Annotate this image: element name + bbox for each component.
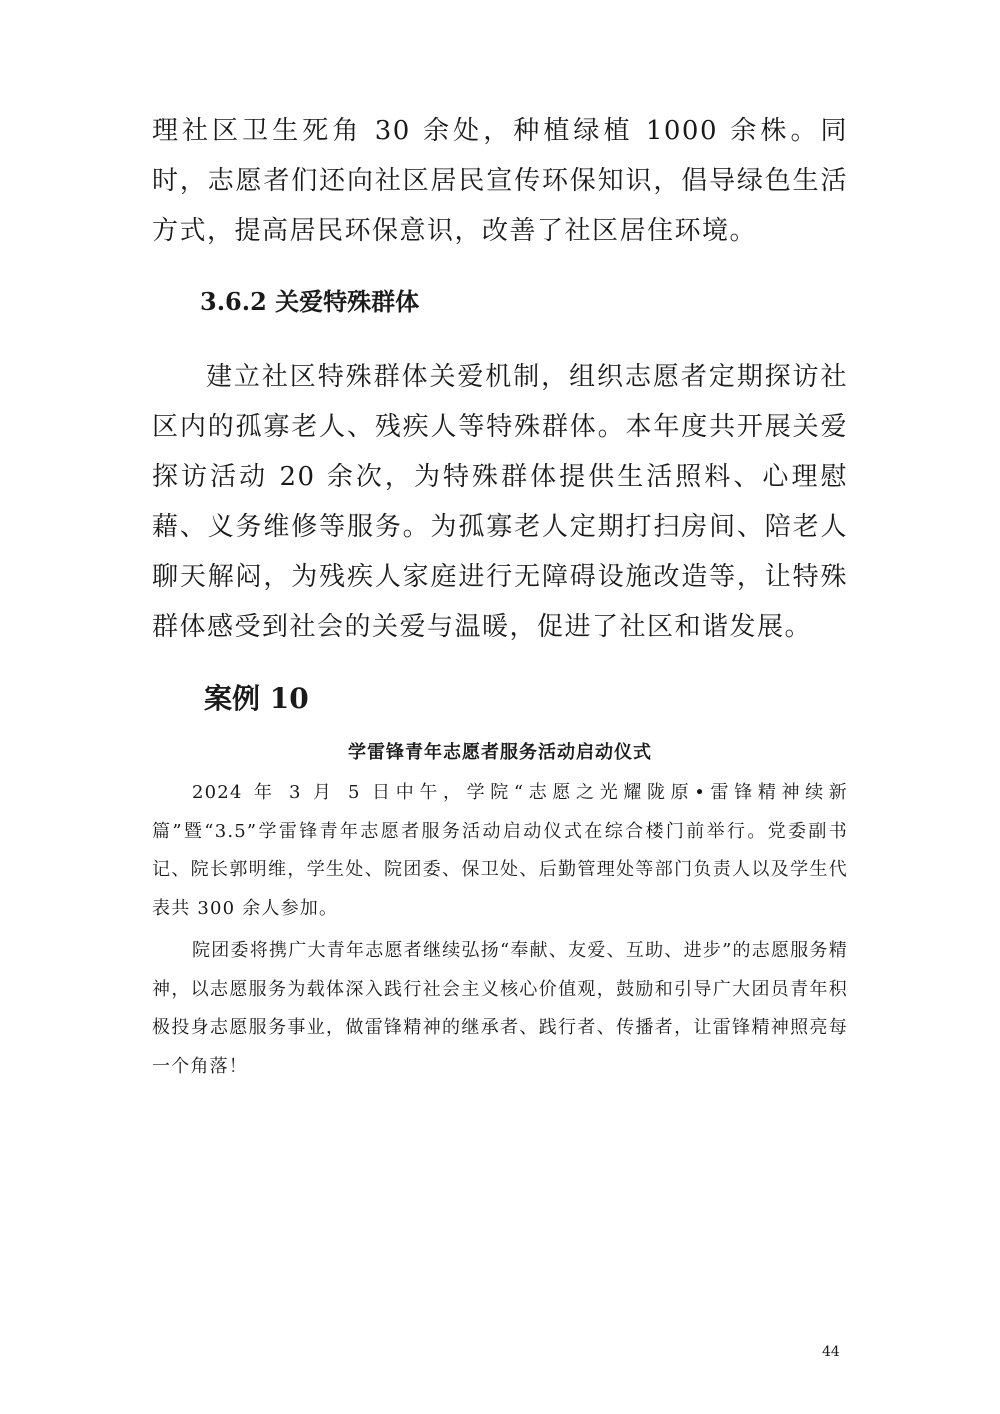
page-number: 44	[822, 1344, 840, 1360]
body-paragraph-environment: 理社区卫生死角 30 余处，种植绿植 1000 余株。同时，志愿者们还向社区居民宣传环保知识，倡导绿色生活方式，提高居民环保意识，改善了社区居住环境。	[152, 116, 848, 246]
section-heading: 3.6.2 关爱特殊群体	[200, 287, 420, 316]
case-title: 案例 10	[204, 682, 309, 715]
case-paragraph-ceremony: 2024 年 3 月 5 日中午，学院“志愿之光耀陇原•雷锋精神续新篇”暨“3.5”学雷锋青年志愿者服务活动启动仪式在综合楼门前举行。党委副书记、院长郭明维，学生处、院团委、保卫处、后勤管理处等部门负责人以及学生代表共 300 余人参加。	[152, 782, 848, 919]
case-heading: 学雷锋青年志愿者服务活动启动仪式	[348, 742, 652, 763]
case-paragraph-spirit: 院团委将携广大青年志愿者继续弘扬“奉献、友爱、互助、进步”的志愿服务精神，以志愿服务为载体深入践行社会主义核心价值观，鼓励和引导广大团员青年积极投身志愿服务事业，做雷锋精神的继承者、践行者、传播者，让雷锋精神照亮每一个角落！	[152, 940, 848, 1077]
body-paragraph-special-groups: 建立社区特殊群体关爱机制，组织志愿者定期探访社区内的孤寡老人、残疾人等特殊群体。本年度共开展关爱探访活动 20 余次，为特殊群体提供生活照料、心理慰藉、义务维修等服务。为孤寡老人定期打扫房间、陪老人聊天解闷，为残疾人家庭进行无障碍设施改造等，让特殊群体感受到社会的关爱与温暖，促进了社区和谐发展。	[152, 362, 848, 642]
